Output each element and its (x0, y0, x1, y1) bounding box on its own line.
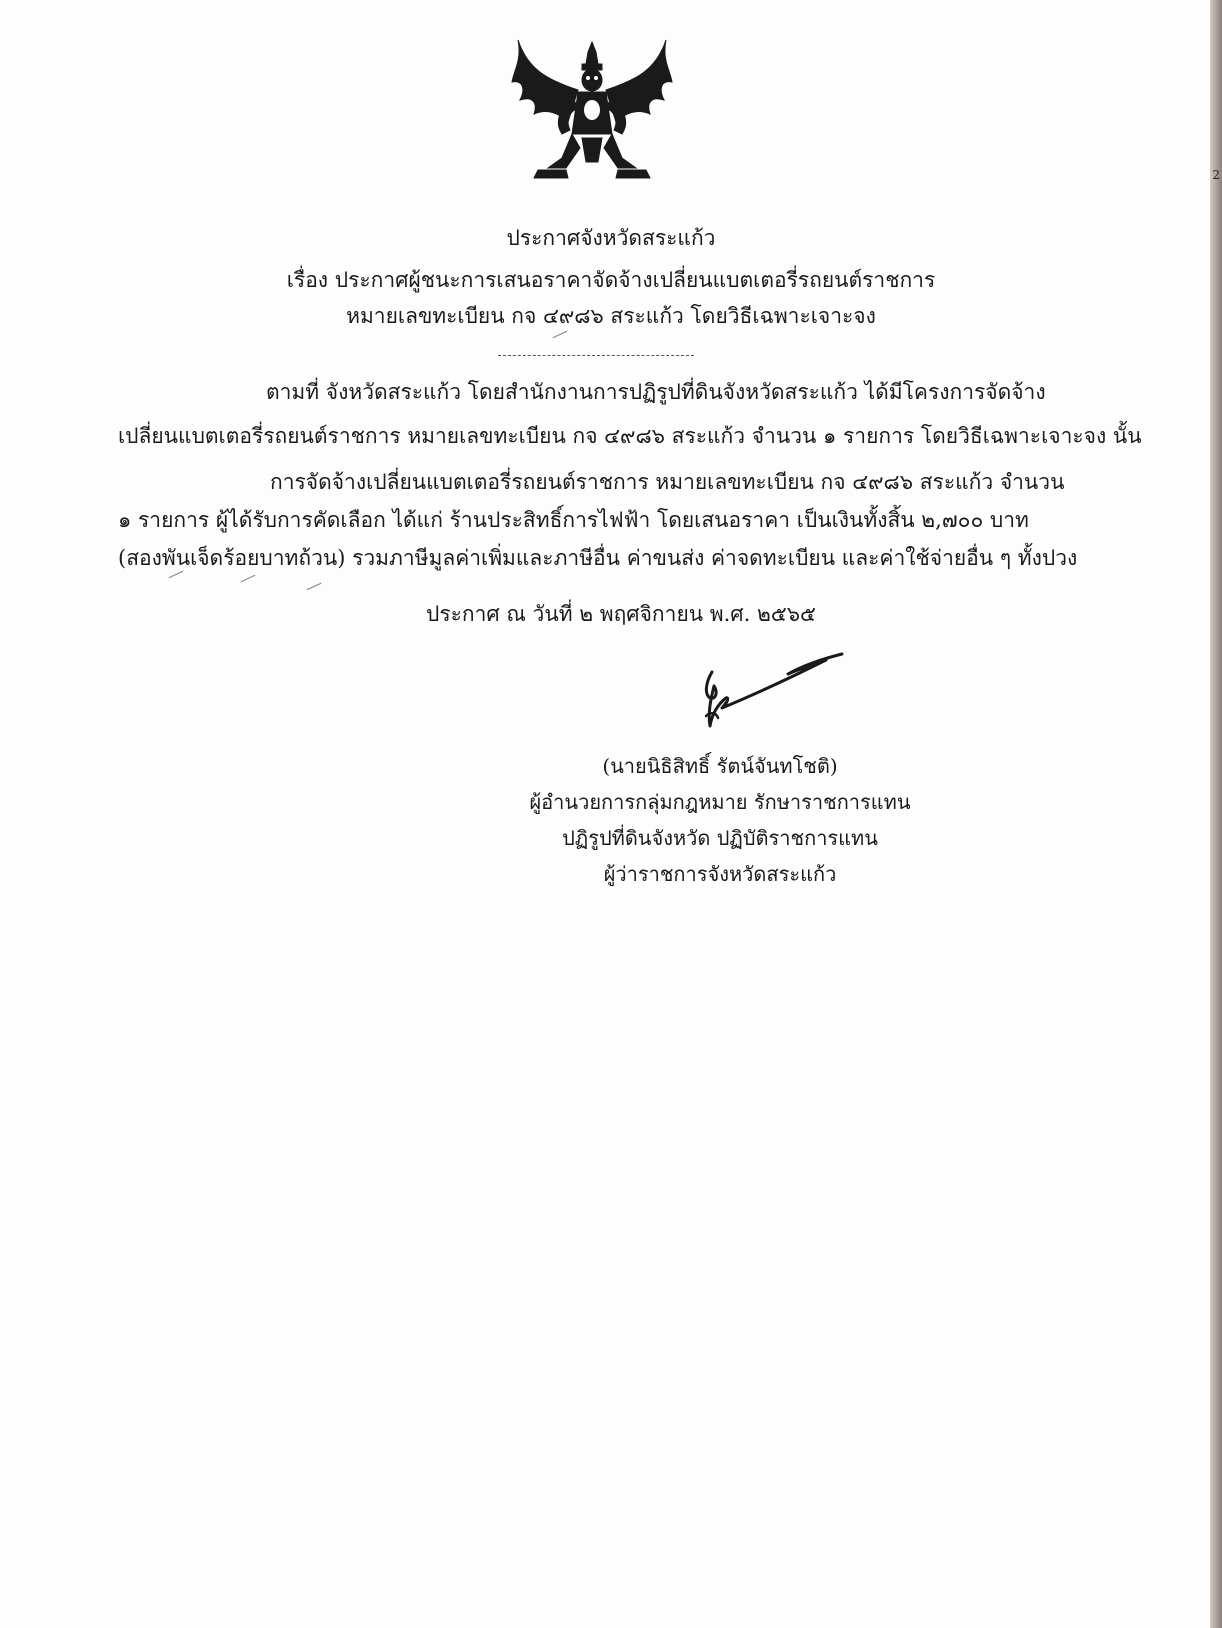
pen-tick-mark (307, 583, 322, 591)
paragraph-1-line-1: ตามที่ จังหวัดสระแก้ว โดยสำนักงานการปฏิรูปที่ดินจังหวัดสระแก้ว ได้มีโครงการจัดจ้าง (266, 380, 1046, 404)
handwritten-signature-icon (696, 642, 866, 732)
paragraph-2-line-1: การจัดจ้างเปลี่ยนแบตเตอรี่รถยนต์ราชการ หมายเลขทะเบียน กจ ๔๙๘๖ สระแก้ว จำนวน (270, 470, 1065, 494)
pen-tick-mark (241, 575, 256, 583)
subject-line-1: เรื่อง ประกาศผู้ชนะการเสนอราคาจัดจ้างเปลี่ยนแบตเตอรี่รถยนต์ราชการ (286, 268, 936, 292)
announcement-date: ประกาศ ณ วันที่ ๒ พฤศจิกายน พ.ศ. ๒๕๖๕ (426, 602, 816, 626)
dashed-divider (498, 355, 694, 356)
paragraph-2-line-2: ๑ รายการ ผู้ได้รับการคัดเลือก ได้แก่ ร้านประสิทธิ์การไฟฟ้า โดยเสนอราคา เป็นเงินทั้งสิ้น ๒,๗๐๐ บาท (118, 508, 1029, 532)
edge-mark: 2 (1212, 168, 1220, 182)
signatory-position-1: ผู้อำนวยการกลุ่มกฎหมาย รักษาราชการแทน (529, 790, 911, 814)
document-title: ประกาศจังหวัดสระแก้ว (506, 226, 716, 250)
garuda-emblem-icon (508, 30, 676, 190)
signatory-position-3: ผู้ว่าราชการจังหวัดสระแก้ว (603, 862, 837, 886)
subject-line-2: หมายเลขทะเบียน กจ ๔๙๘๖ สระแก้ว โดยวิธีเฉพาะเจาะจง (346, 304, 876, 328)
paragraph-1-line-2: เปลี่ยนแบตเตอรี่รถยนต์ราชการ หมายเลขทะเบียน กจ ๔๙๘๖ สระแก้ว จำนวน ๑ รายการ โดยวิธีเฉพาะเจาะจง นั้น (118, 424, 1142, 448)
paragraph-2-line-3: (สองพันเจ็ดร้อยบาทถ้วน) รวมภาษีมูลค่าเพิ่มและภาษีอื่น ค่าขนส่ง ค่าจดทะเบียน และค่าใช้จ่ายอื่น ๆ ทั้งปวง (118, 546, 1078, 570)
signatory-position-2: ปฏิรูปที่ดินจังหวัด ปฏิบัติราชการแทน (562, 826, 878, 850)
signatory-name: (นายนิธิสิทธิ์ รัตน์จันทโชติ) (602, 754, 838, 778)
